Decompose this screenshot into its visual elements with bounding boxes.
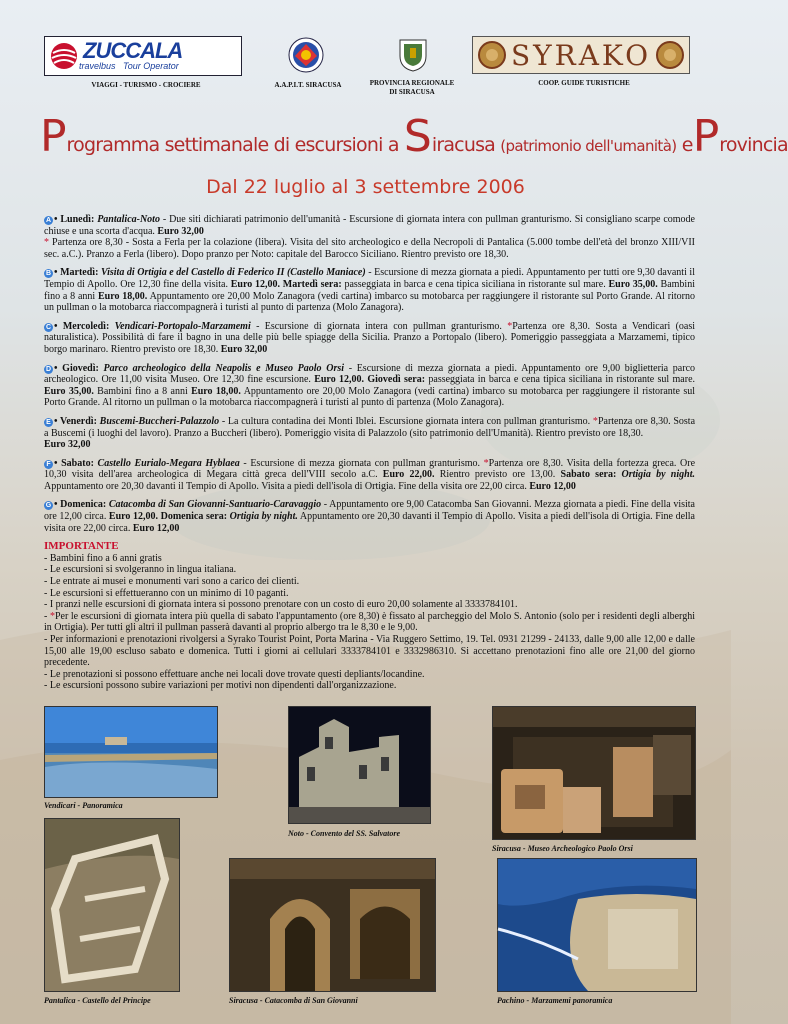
title-initial-p: P [40, 111, 67, 162]
day-letter-badge: D [45, 365, 52, 373]
day-text: Appuntamento ore 20,00 Molo Zanagora (vedi cartina) imbarco su motobarca per raggiungere il ristorante sul Porto Grande. Al ritorno un pullman o la motobarca riaccompagnerà i turisti al punto di partenza (Molo Zanagora). [44, 385, 695, 409]
title-part1: rogramma settimanale di escursioni a [66, 134, 404, 156]
day-evening: Domenica sera: [158, 511, 228, 523]
day-thursday [44, 363, 695, 409]
title-e: e [676, 134, 693, 156]
syrako-name: SYRAKO [510, 38, 652, 72]
day-text: passeggiata in barca e cena tipica siciliana in ristorante sul mare. [341, 278, 606, 290]
catacomba-image [230, 859, 435, 991]
day-price: Euro 18,00. [95, 290, 148, 302]
day-price: Euro 12,00 [130, 522, 180, 534]
day-text: passeggiata in barca e cena tipica siciliana in ristorante sul mare. [425, 374, 696, 386]
day-tuesday [44, 267, 695, 313]
day-letter-badge: F [44, 460, 53, 469]
day-text: - Escursione di mezza giornata con pullman granturismo. [239, 457, 481, 469]
note-dash: - [44, 610, 50, 622]
caption-provincia [362, 79, 462, 97]
day-price: Euro 12,00. [106, 511, 159, 523]
important-notes [44, 541, 695, 692]
note-line: - Bambini fino a 6 anni gratis [44, 552, 162, 564]
page-title [40, 111, 788, 162]
photo-museo [492, 706, 696, 840]
note-line: - Le escursioni si effettueranno con un minimo di 10 paganti. [44, 587, 289, 599]
zuccala-sub: travelbus [79, 61, 116, 71]
day-text: Appuntamento ore 20,30 davanti il Tempio di Apollo. Visita a piedi dell'isola di Ortigia. Fine della visita ore 22,00 circa. [44, 480, 527, 492]
day-text: - Appuntamento ore 9,00 Catacomba San Giovanni. Mezza giornata a piedi. Fine della visita ore 12,00 circa. [44, 499, 695, 523]
day-price: Euro 35,00. [605, 278, 658, 290]
day-text: Appuntamento ore 20,30 davanti il Tempio di Apollo. Visita a piedi dell'isola di Ortigia. Fine della visita ore 22,00 circa. [44, 511, 695, 534]
day-by-night: Ortigia by night. [227, 511, 298, 523]
star-mark: * [501, 320, 513, 332]
day-letter-badge: A [45, 217, 52, 224]
aapit-emblem-icon [287, 36, 325, 74]
note-line: - Per informazioni e prenotazioni rivolgersi a Syrako Tourist Point, Porta Marina - Via Ruggero Settimo, 19. Tel. 0931 21299 - 24133, dalle 9,00 alle 12,00 e dalle 15,00 alle 19,00 escluso sabato e domenica. Tutti i giorni ai cellulari 3333784101 e 3332986310. Si accettano prenotazioni fino alle ore 21,00 del giorno precedente. [44, 634, 695, 669]
title-part2: iracusa [431, 134, 501, 156]
day-text: Partenza ore 8,30. Sosta a Vendicari (oasi naturalistica). Possibilità di fare il bagno in una delle più belle spiagge della Sicilia. Pranzo a Portopalo (libero). Pomeriggio passeggiata a Marzamemi, tipico borgo marinaro. Rientro previsto ore 18,30. [44, 320, 696, 355]
day-route: Pantalica-Noto [97, 214, 160, 225]
star-mark: * [590, 415, 598, 427]
day-saturday [44, 458, 695, 493]
photo-catacomba [229, 858, 436, 992]
title-paren: (patrimonio dell'umanità) [500, 137, 677, 155]
day-text: - Escursione di giornata intera con pullman granturismo. [250, 320, 502, 332]
pantalica-image [45, 819, 179, 991]
day-text: - Due siti dichiarati patrimonio dell'umanità - Escursione di giornata intera con pullman granturismo. Si consigliano scarpe comode chiuse e una scorta d'acqua. [44, 214, 695, 237]
caption-aapit: A.A.P.I.T. SIRACUSA [274, 81, 342, 89]
day-route: Buscemi-Buccheri-Palazzolo [99, 415, 220, 427]
day-label: • Lunedì: [54, 214, 95, 225]
day-sunday [44, 499, 695, 534]
date-range: Dal 22 luglio al 3 settembre 2006 [206, 176, 525, 198]
day-label: • Sabato: [54, 457, 94, 469]
day-text: - La cultura contadina dei Monti Iblei. Escursione giornata intera con pullman granturismo. [219, 415, 591, 427]
day-label: • Mercoledì: [54, 320, 110, 332]
star-mark: * [49, 610, 55, 622]
caption-pantalica: Pantalica - Castello del Principe [44, 996, 151, 1005]
day-letter-badge: C [45, 323, 52, 331]
day-label: • Venerdì: [54, 415, 97, 427]
day-price: Euro 32,00 [44, 439, 91, 451]
day-friday [44, 416, 695, 451]
museo-image [493, 707, 695, 839]
note-line: - Le escursioni possono subire variazioni per motivi non dipendenti dall'organizzazione. [44, 680, 397, 692]
note-line: - I pranzi nelle escursioni di giornata intera si possono prenotare con un costo di euro 20,00 solamente al 3333784101. [44, 599, 518, 611]
caption-prov-line1: PROVINCIA REGIONALE [369, 79, 455, 87]
note-line: - Le prenotazioni si possono effettuare anche nei locali dove trovate questi depliants/locandine. [44, 668, 425, 680]
day-price: Euro 32,00 [154, 225, 204, 237]
day-price: Euro 22,00. [377, 469, 435, 481]
note-text: Per le escursioni di giornata intera più quella di sabato l'appuntamento (ore 8,30) è fissato al parcheggio del Molo S. Antonio (solo per i residenti degli alberghi in Ortigia). Per tutti gli altri il pullman passerà davanti al proprio albergo tra le 8,30 e le 9,00. [44, 610, 695, 634]
zuccala-logo [44, 36, 242, 76]
day-label: • Martedì: [54, 267, 99, 279]
caption-catacomba: Siracusa - Catacomba di San Giovanni [229, 996, 358, 1005]
day-text: Rientro previsto ore 13,00. [434, 469, 556, 481]
globe-icon [49, 41, 79, 71]
caption-pachino: Pachino - Marzamemi panoramica [497, 996, 613, 1005]
noto-image [289, 707, 430, 823]
syrako-logo [472, 36, 690, 74]
day-text: Bambini fino a 8 anni [93, 385, 188, 397]
day-price: Euro 12,00. [227, 278, 281, 290]
coin-icon [655, 40, 685, 70]
day-price: Euro 18,00. [187, 385, 241, 397]
day-price: Euro 12,00. [310, 374, 365, 386]
day-monday [44, 214, 695, 260]
day-evening: Sabato sera: [555, 469, 617, 481]
day-price: Euro 12,00 [526, 480, 576, 492]
caption-syrako: COOP. GUIDE TURISTICHE [538, 79, 630, 87]
day-route: Catacomba di San Giovanni-Santuario-Caravaggio [108, 499, 322, 511]
day-text: - Escursione di mezza giornata a piedi. Appuntamento ore 9,00 biglietteria parco archeologico. Ore 11,00 visita Museo. Ore 12,30 fine escursione. [44, 362, 696, 386]
day-text: Partenza ore 8,30. Visita della fortezza greca. Ore 10,30 visita dell'area archeologica di Megara città greca dell'VIII secolo a.C. [44, 457, 696, 481]
title-initial-s: S [403, 111, 432, 162]
day-text: Bambini fino a 8 anni [44, 278, 695, 302]
day-letter-badge: E [44, 418, 53, 427]
star-mark: * [480, 457, 489, 469]
caption-museo: Siracusa - Museo Archeologico Paolo Orsi [492, 844, 633, 853]
day-route: Vendicari-Portopalo-Marzamemi [114, 320, 251, 332]
program-content [44, 214, 695, 692]
note-line [44, 611, 695, 634]
photo-noto [288, 706, 431, 824]
day-evening: Martedì sera: [280, 278, 342, 290]
day-evening: Giovedì sera: [364, 374, 426, 386]
day-price: Euro 35,00. [44, 385, 94, 397]
day-price: Euro 32,00 [218, 343, 268, 355]
day-route: Castello Eurialo-Megara Hyblaea [97, 457, 240, 469]
photo-pantalica [44, 818, 180, 992]
caption-noto: Noto - Convento del SS. Salvatore [288, 829, 401, 838]
day-text: Partenza ore 8,30 - Sosta a Ferla per la colazione (libera). Visita del sito archeologico e della Necropoli di Pantalica (5.000 tombe dell'età del bronzo XIII/VII sec. a.C.). Pranzo a Ferla (libero). Dopo pranzo per Noto: capitale del Barocco Siciliano. Rientro previsto ore 18,30. [44, 237, 695, 260]
caption-vendicari: Vendicari - Panoramica [44, 801, 123, 810]
day-route: Visita di Ortigia e del Castello di Federico II (Castello Maniace) [100, 267, 366, 279]
caption-prov-line2: DI SIRACUSA [389, 88, 435, 96]
day-text: - Escursione di mezza giornata a piedi. Appuntamento per tutti ore 9,30 davanti il Tempio di Apollo. Ore 12,30 fine della visita. [44, 267, 695, 290]
day-letter-badge: G [45, 502, 52, 510]
vendicari-image [45, 707, 217, 797]
logo-bar [0, 36, 731, 106]
photo-vendicari [44, 706, 218, 798]
day-route: Parco archeologico della Neapolis e Museo Paolo Orsi [103, 362, 345, 374]
day-letter-badge: B [45, 270, 52, 278]
coin-icon [477, 40, 507, 70]
day-label: • Domenica: [54, 499, 107, 511]
note-line: - Le escursioni si svolgeranno in lingua italiana. [44, 564, 237, 576]
day-label: • Giovedì: [54, 362, 99, 374]
title-initial-p2: P [692, 111, 720, 162]
star-mark: * [44, 237, 49, 249]
photo-pachino [497, 858, 697, 992]
day-text: Partenza ore 8,30. Sosta a Buscemi (i luoghi del lavoro). Pranzo a Buccheri (libero). Pomeriggio visita di Palazzolo (sito patrimonio dell'Umanità). Rientro previsto ore 18,30. [44, 415, 696, 439]
day-wednesday [44, 321, 695, 356]
pachino-image [498, 859, 696, 991]
note-line: - Le entrate ai musei e monumenti vari sono a carico dei clienti. [44, 576, 300, 588]
day-by-night: Ortigia by night. [616, 469, 695, 481]
zuccala-tag: Tour Operator [123, 61, 179, 71]
zuccala-name: ZUCCALA [83, 38, 183, 63]
day-text: Appuntamento ore 20,00 Molo Zanagora (vedi cartina) imbarco su motobarca per raggiungere il ristorante sul Porto Grande. Al ritorno un pullman o la motobarca riaccompagnerà i turisti al punto di partenza (Molo Zanagora). [44, 290, 695, 314]
provincia-crest-icon [398, 36, 428, 72]
title-part3: rovincia [719, 134, 788, 156]
important-title: IMPORTANTE [44, 540, 119, 553]
caption-zuccala: VIAGGI - TURISMO - CROCIERE [91, 81, 201, 89]
